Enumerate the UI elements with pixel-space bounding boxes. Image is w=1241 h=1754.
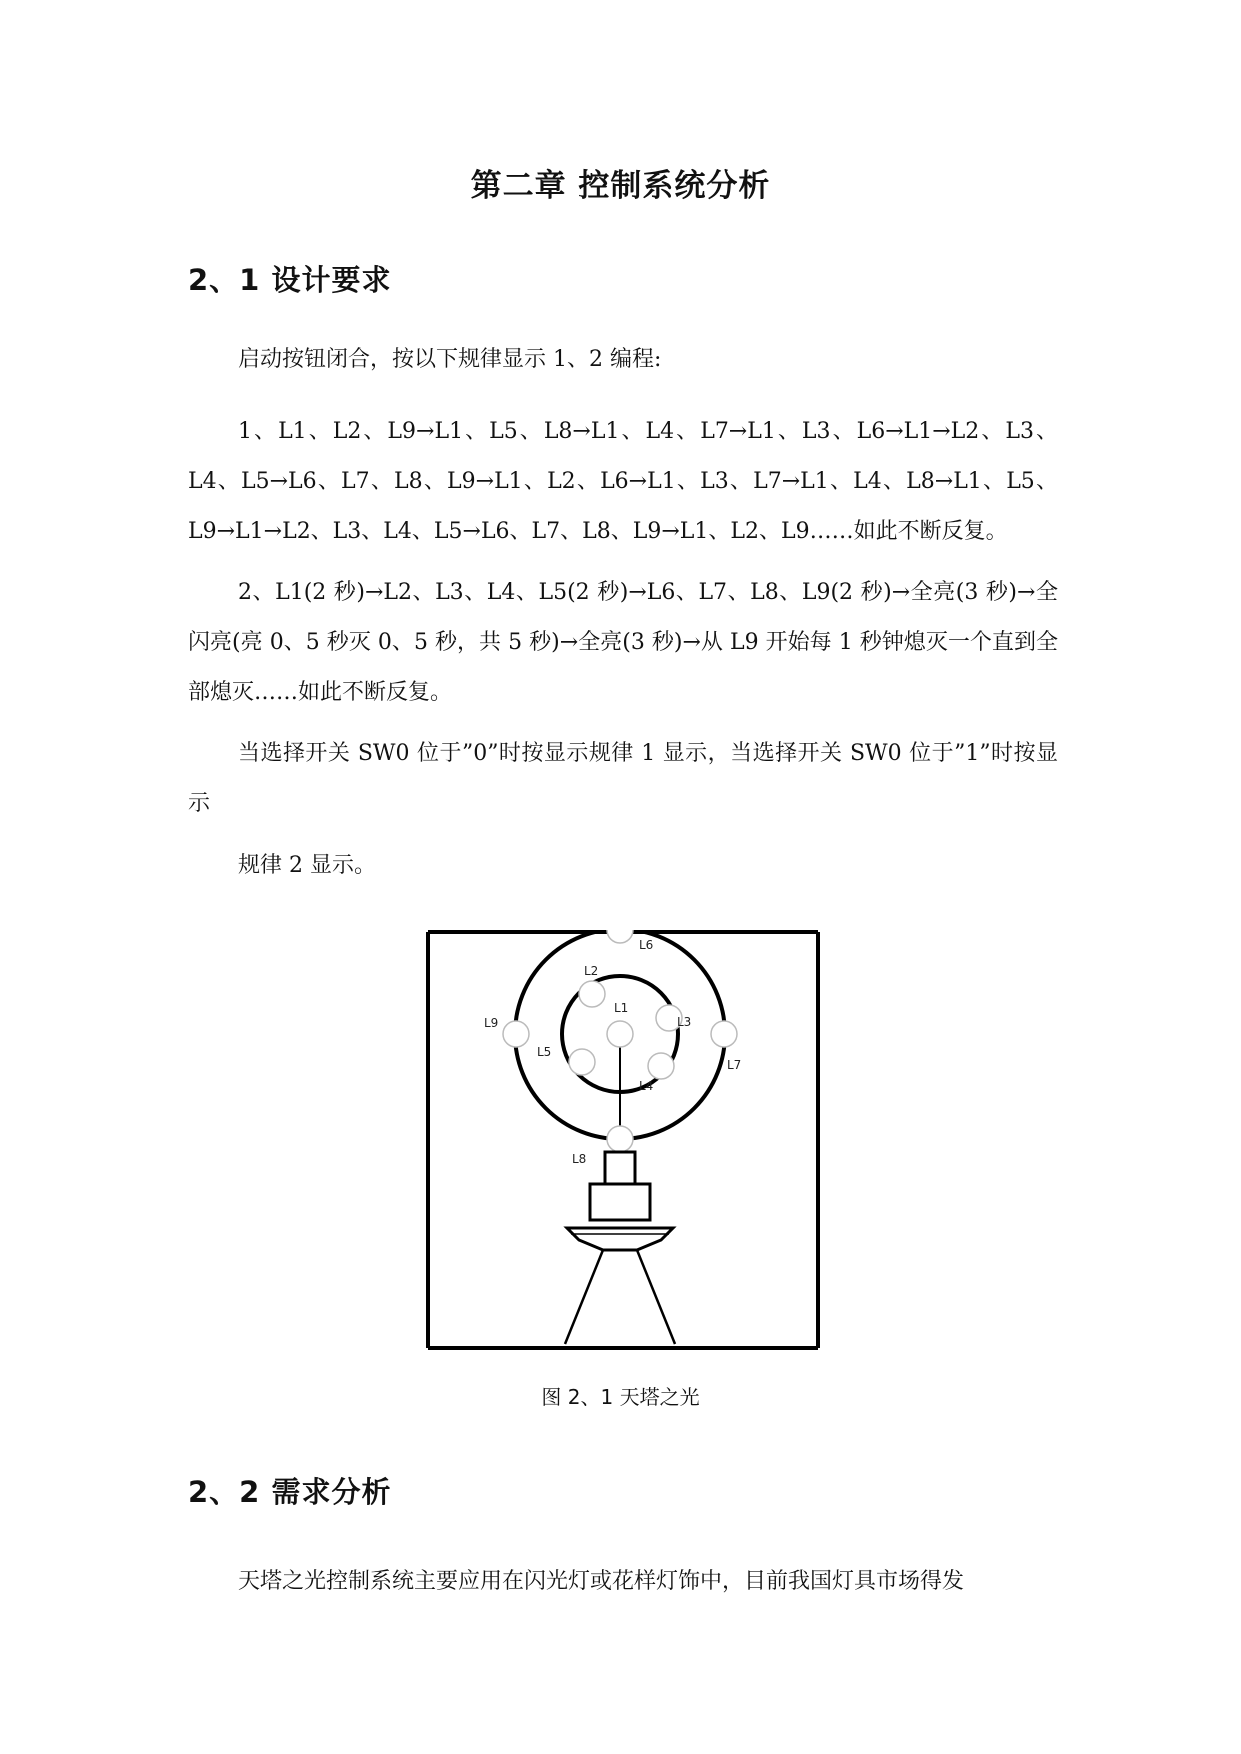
chapter-title: 第二章 控制系统分析 — [470, 168, 771, 204]
label-l6: L6 — [639, 938, 654, 952]
tower-light-diagram — [425, 930, 821, 1350]
lamp-l4 — [648, 1053, 674, 1079]
section-heading-2-1: 2、1 设计要求 — [188, 263, 392, 297]
lamp-l1 — [607, 1021, 633, 1047]
tower-light-figure — [425, 930, 821, 1350]
needs-analysis-paragraph: 天塔之光控制系统主要应用在闪光灯或花样灯饰中，目前我国灯具市场得发 — [238, 1569, 965, 1594]
switch-note-continued: 规律 2 显示。 — [238, 853, 376, 878]
switch-note-paragraph: 当选择开关 SW0 位于”0”时按显示规律 1 显示，当选择开关 SW0 位于”1”时按显示 — [188, 741, 1058, 816]
lamp-l5 — [569, 1049, 595, 1075]
label-l3: L3 — [677, 1015, 692, 1029]
tower-saucer — [567, 1228, 673, 1250]
tower-leg-left — [565, 1250, 603, 1344]
rule-2-paragraph: 2、L1(2 秒)→L2、L3、L4、L5(2 秒)→L6、L7、L8、L9(2 秒)→全亮(3 秒)→全闪亮(亮 0、5 秒灭 0、5 秒，共 5 秒)→全亮(3 秒)→从 L9 开始每 1 秒钟熄灭一个直到全部熄灭……如此不断反复。 — [188, 580, 1058, 705]
label-l1: L1 — [614, 1001, 629, 1015]
rule-1-paragraph: 1、L1、L2、L9→L1、L5、L8→L1、L4、L7→L1、L3、L6→L1→L2、L3、L4、L5→L6、L7、L8、L9→L1、L2、L6→L1、L3、L7→L1、L4、L8→L1、L5、L9→L1→L2、L3、L4、L5→L6、L7、L8、L9→L1、L2、L9……如此不断反复。 — [188, 419, 1058, 544]
label-l4: L4 — [639, 1079, 654, 1093]
label-l9: L9 — [484, 1016, 499, 1030]
label-l5: L5 — [537, 1045, 552, 1059]
intro-paragraph: 启动按钮闭合，按以下规律显示 1、2 编程: — [238, 347, 662, 372]
lamp-l8 — [607, 1126, 633, 1152]
tower-mid-block — [590, 1184, 650, 1220]
label-l8: L8 — [572, 1152, 587, 1166]
tower-top-block — [605, 1152, 635, 1184]
tower-leg-right — [637, 1250, 675, 1344]
section-heading-2-2: 2、2 需求分析 — [188, 1475, 392, 1509]
figure-caption: 图 2、1 天塔之光 — [541, 1385, 700, 1409]
lamp-l6 — [607, 930, 633, 943]
label-l2: L2 — [584, 964, 599, 978]
lamp-l7 — [711, 1021, 737, 1047]
lamp-l2 — [579, 981, 605, 1007]
lamp-l9 — [503, 1021, 529, 1047]
label-l7: L7 — [727, 1058, 742, 1072]
